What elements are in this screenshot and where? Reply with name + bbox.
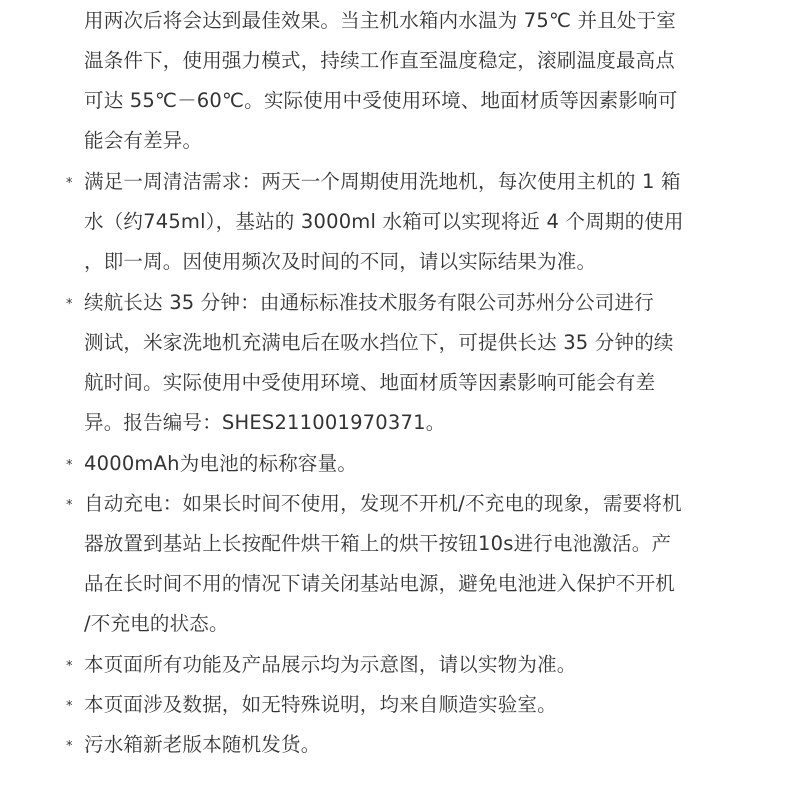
note-2-line-1: 测试，米家洗地机充满电后在吸水挡位下，可提供长达 35 分钟的续 [84, 331, 674, 354]
note-4-line-3: /不充电的状态。 [84, 612, 229, 635]
note-1-line-2: ，即一周。因使用频次及时间的不同，请以实际结果为准。 [84, 250, 597, 273]
note-7-bullet: * [66, 739, 73, 754]
note-1-line-1: 水（约745ml），基站的 3000ml 水箱可以实现将近 4 个周期的使用 [84, 210, 684, 233]
note-4-bullet: * [66, 498, 73, 513]
note-7-line-0: 污水箱新老版本随机发货。 [84, 733, 321, 756]
note-0-line-3: 能会有差异。 [84, 129, 203, 152]
note-0-line-1: 温条件下，使用强力模式，持续工作直至温度稳定，滚刷温度最高点 [84, 49, 676, 72]
note-5-line-0: 本页面所有功能及产品展示均为示意图，请以实物为准。 [84, 653, 577, 676]
note-6-bullet: * [66, 699, 73, 714]
note-1-bullet: * [66, 176, 73, 191]
note-0-line-0: 用两次后将会达到最佳效果。当主机水箱内水温为 75℃ 并且处于室 [84, 9, 677, 32]
note-5-bullet: * [66, 659, 73, 674]
note-2-bullet: * [66, 297, 73, 312]
note-0-line-2: 可达 55℃－60℃。实际使用中受使用环境、地面材质等因素影响可 [84, 89, 678, 112]
note-2-line-2: 航时间。实际使用中受使用环境、地面材质等因素影响可能会有差 [84, 371, 656, 394]
note-4-line-2: 品在长时间不用的情况下请关闭基站电源，避免电池进入保护不开机 [84, 572, 676, 595]
note-4-line-1: 器放置到基站上长按配件烘干箱上的烘干按钮10s进行电池激活。产 [84, 532, 672, 555]
note-1-line-0: 满足一周清洁需求：两天一个周期使用洗地机，每次使用主机的 1 箱 [84, 170, 681, 193]
note-2-line-0: 续航长达 35 分钟：由通标标准技术服务有限公司苏州分公司进行 [84, 291, 654, 314]
note-2-line-3: 异。报告编号：SHES211001970371。 [84, 411, 446, 434]
note-3-line-0: 4000mAh为电池的标称容量。 [84, 452, 358, 475]
note-4-line-0: 自动充电：如果长时间不使用，发现不开机/不充电的现象，需要将机 [84, 492, 682, 515]
note-6-line-0: 本页面涉及数据，如无特殊说明，均来自顺造实验室。 [84, 693, 557, 716]
note-3-bullet: * [66, 458, 73, 473]
